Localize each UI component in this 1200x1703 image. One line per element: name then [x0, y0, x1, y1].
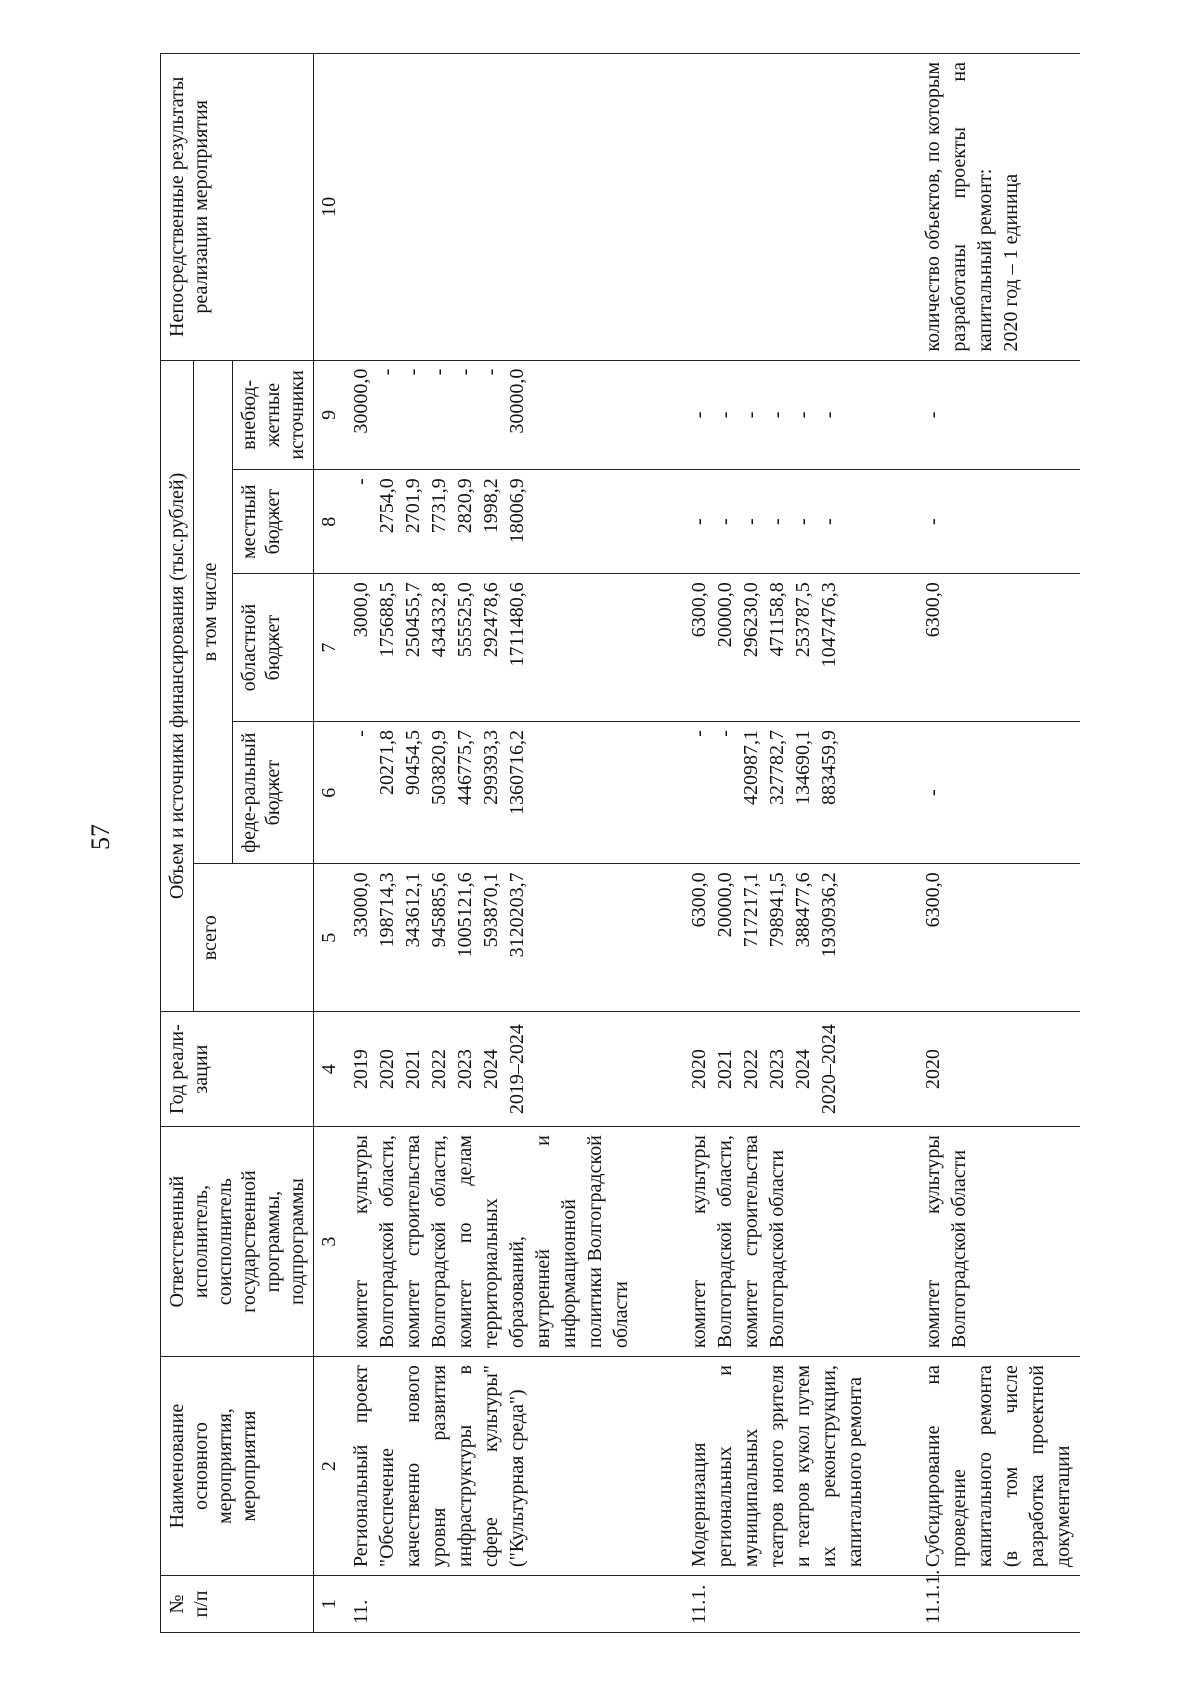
row-federal: - 20271,8 90454,5 503820,9 446775,7 299393,3 1360716,2 — [344, 722, 638, 864]
header-executor: Ответственный исполнитель, соисполнитель государственной программы, подпрограммы — [161, 1127, 314, 1357]
header-extrabudget: внебюд-жетные источники — [233, 360, 314, 470]
row-years: 2019 2020 2021 2022 2023 2024 2019–2024 — [344, 1012, 638, 1127]
row-result — [682, 54, 872, 361]
row-measure-name: Региональный проект "Обеспечение качественно нового уровня развития инфраструктуры в сфере культуры" ("Культурная среда") — [344, 1357, 638, 1576]
row-measure-name: Модернизация региональных и муниципальных театров юного зрителя и театров кукол путем их реконструкции, капитального ремонта — [682, 1357, 872, 1576]
row-total: 6300,0 20000,0 717217,1 798941,5 388477,6 1930936,2 — [682, 864, 872, 1012]
column-number: 10 — [314, 54, 345, 361]
column-number: 1 — [314, 1576, 345, 1633]
row-local: - - - - - - — [682, 470, 872, 574]
column-number: 2 — [314, 1357, 345, 1576]
table-row — [682, 54, 872, 1633]
table-row — [344, 54, 638, 1633]
row-executor: комитет культуры Волгоградской области, комитет строительства Волгоградской области, комитет по делам территориальных образований, внутренней и информационной политики Волгоградской области — [344, 1127, 638, 1357]
row-total: 33000,0 198714,3 343612,1 945885,6 1005121,6 593870,1 3120203,7 — [344, 864, 638, 1012]
column-number: 6 — [314, 722, 345, 864]
row-result: количество объектов, по которым разработаны проекты на капитальный ремонт: 2020 год – 1 единица — [916, 54, 1080, 361]
column-number: 3 — [314, 1127, 345, 1357]
header-year: Год реали-зации — [161, 1012, 314, 1127]
row-number: 11.1.1. — [916, 1576, 1080, 1633]
header-including: в том числе — [194, 360, 233, 864]
column-number: 8 — [314, 470, 345, 574]
page-number: 57 — [86, 824, 115, 850]
column-number: 9 — [314, 360, 345, 470]
row-federal: - — [916, 722, 1080, 864]
row-local: - 2754,0 2701,9 7731,9 2820,9 1998,2 18006,9 — [344, 470, 638, 574]
row-executor: комитет культуры Волгоградской области, комитет строительства Волгоградской области — [682, 1127, 872, 1357]
header-regional: областной бюджет — [233, 574, 314, 722]
column-number: 7 — [314, 574, 345, 722]
row-regional: 3000,0 175688,5 250455,7 434332,8 555525,0 292478,6 1711480,6 — [344, 574, 638, 722]
row-spacer — [638, 54, 682, 1633]
header-total: всего — [194, 864, 314, 1012]
column-number: 4 — [314, 1012, 345, 1127]
column-number: 5 — [314, 864, 345, 1012]
row-years: 2020 — [916, 1012, 1080, 1127]
row-executor: комитет культуры Волгоградской области — [916, 1127, 1080, 1357]
row-extrabudget: - — [916, 360, 1080, 470]
header-results: Непосредственные результаты реализации мероприятия — [161, 54, 314, 361]
row-spacer — [872, 54, 916, 1633]
row-years: 2020 2021 2022 2023 2024 2020–2024 — [682, 1012, 872, 1127]
table-row — [916, 54, 1080, 1633]
column-number-row — [314, 54, 345, 1633]
header-financing-volume: Объем и источники финансирования (тыс.рублей) — [161, 360, 194, 1012]
financing-table — [160, 53, 1080, 1633]
row-extrabudget: - - - - - - — [682, 360, 872, 470]
row-measure-name: Субсидирование на проведение капитального ремонта (в том числе разработка проектной документации — [916, 1357, 1080, 1576]
header-measure-name: Наименование основного мероприятия, мероприятия — [161, 1357, 314, 1576]
row-regional: 6300,0 20000,0 296230,0 471158,8 253787,5 1047476,3 — [682, 574, 872, 722]
header-number: № п/п — [161, 1576, 314, 1633]
header-local: местный бюджет — [233, 470, 314, 574]
row-number: 11.1. — [682, 1576, 872, 1633]
header-federal: феде-ральный бюджет — [233, 722, 314, 864]
row-result — [344, 54, 638, 361]
row-federal: - - 420987,1 327782,7 134690,1 883459,9 — [682, 722, 872, 864]
row-local: - — [916, 470, 1080, 574]
row-number: 11. — [344, 1576, 638, 1633]
row-regional: 6300,0 — [916, 574, 1080, 722]
row-extrabudget: 30000,0 - - - - - 30000,0 — [344, 360, 638, 470]
row-total: 6300,0 — [916, 864, 1080, 1012]
